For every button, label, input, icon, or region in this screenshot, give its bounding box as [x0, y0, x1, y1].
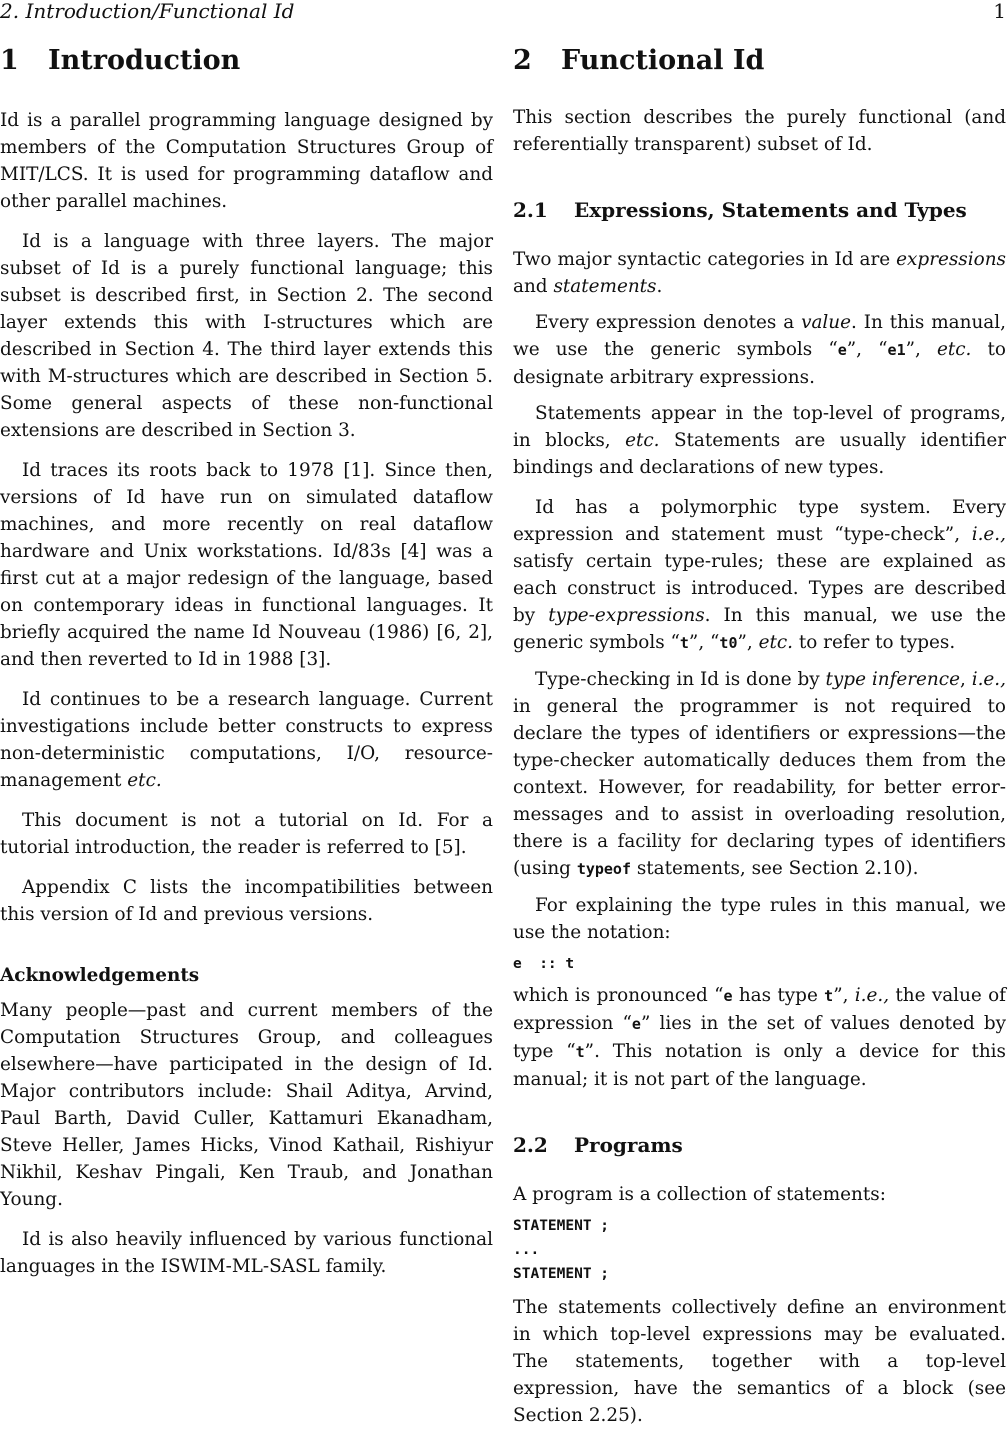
left-column — [0, 42, 493, 1280]
intro-paragraph-5: This document is not a tutorial on Id. For a tutorial introduction, the reader is referred to [5]. — [0, 810, 493, 858]
intro-paragraph-1: Id is a parallel programming language designed by members of the Computation Structures Group of MIT/LCS. It is used for programming dataflow and other parallel machines. — [0, 110, 493, 212]
expressions-paragraph-1: Two major syntactic categories in Id are expressions and statements. — [513, 249, 1006, 297]
expressions-paragraph-3: Statements appear in the top-level of programs, in blocks, etc. Statements are usually identifier bindings and declarations of new types. — [513, 403, 1006, 478]
running-head-title: 2. Introduction/Functional Id — [0, 0, 295, 23]
program-code-block — [513, 1214, 1006, 1286]
intro-paragraph-6: Appendix C lists the incompatibilities between this version of Id and previous versions. — [0, 877, 493, 925]
intro-paragraph-3: Id traces its roots back to 1978 [1]. Since then, versions of Id have run on simulated dataflow machines, and more recently on real dataflow hardware and Unix workstations. Id/83s [4] was a first cut at a major redesign of the language, based on contemporary ideas in functional languages. It briefly acquired the name Id Nouveau (1986) [6, 2], and then reverted to Id in 1988 [3]. — [0, 460, 493, 670]
section-1-heading: 1 Introduction — [0, 45, 241, 76]
section-2-2-heading: 2.2 Programs — [513, 1133, 683, 1157]
expressions-paragraph-7: which is pronounced “e has type t”, i.e., the value of expression “e” lies in the set of values denoted by type “t”. This notation is only a device for this manual; it is not part of the language. — [513, 985, 1007, 1090]
section-2-1-heading: 2.1 Expressions, Statements and Types — [513, 198, 967, 222]
acknowledgements-paragraph-1: Many people—past and current members of the Computation Structures Group, and colleagues elsewhere—have participated in the design of Id. Major contributors include: Shail Aditya, Arvind, Paul Barth, David Culler, Kattamuri Ekanadham, Steve Heller, James Hicks, Vinod Kathail, Rishiyur Nikhil, Keshav Pingali, Ken Traub, and Jonathan Young. — [0, 1000, 493, 1210]
section-2-intro: This section describes the purely functional (and referentially transparent) subset of Id. — [513, 107, 1006, 155]
section-2-heading: 2 Functional Id — [513, 45, 765, 76]
acknowledgements-paragraph-2: Id is also heavily influenced by various functional languages in the ISWIM-ML-SASL family. — [0, 1229, 493, 1277]
acknowledgements-heading: Acknowledgements — [0, 965, 200, 986]
expressions-paragraph-6: For explaining the type rules in this manual, we use the notation: — [513, 895, 1006, 943]
intro-paragraph-2: Id is a language with three layers. The major subset of Id is a purely functional language; this subset is described first, in Section 2. The second layer extends this with I-structures which are described in Section 4. The third layer extends this with M-structures which are described in Section 5. Some general aspects of these non-functional extensions are described in Section 3. — [0, 231, 493, 441]
programs-paragraph-1: A program is a collection of statements: — [513, 1184, 886, 1205]
code-line: STATEMENT ; — [513, 1266, 610, 1282]
type-notation-code: e :: t — [513, 956, 575, 972]
code-line: STATEMENT ; — [513, 1218, 610, 1234]
programs-paragraph-2: The statements collectively define an environment in which top-level expressions may be evaluated. The statements, together with a top-level expression, have the semantics of a block (see Section 2.25). — [513, 1297, 1006, 1426]
running-head — [0, 0, 1008, 24]
code-line: ... — [513, 1242, 540, 1258]
intro-paragraph-4: Id continues to be a research language. Current investigations include better constructs to express non-deterministic computations, I/O, resource-management etc. — [0, 689, 493, 791]
page-number: 1 — [993, 0, 1006, 23]
expressions-paragraph-5: Type-checking in Id is done by type inference, i.e., in general the programmer is not required to declare the types of identifiers or expressions—the type-checker automatically deduces them from the context. However, for readability, for better error-messages and to assist in overloading resolution, there is a facility for declaring types of identifiers (using typeof statements, see Section 2.10). — [513, 669, 1006, 879]
expressions-paragraph-2: Every expression denotes a value. In this manual, we use the generic symbols “e”, “e1”, etc. to designate arbitrary expressions. — [513, 312, 1006, 388]
expressions-paragraph-4: Id has a polymorphic type system. Every expression and statement must “type-check”, i.e., satisfy certain type-rules; these are explained as each construct is introduced. Types are described by type-expressions. In this manual, we use the generic symbols “t”, “t0”, etc. to refer to types. — [513, 497, 1006, 653]
right-column — [513, 42, 1006, 1429]
